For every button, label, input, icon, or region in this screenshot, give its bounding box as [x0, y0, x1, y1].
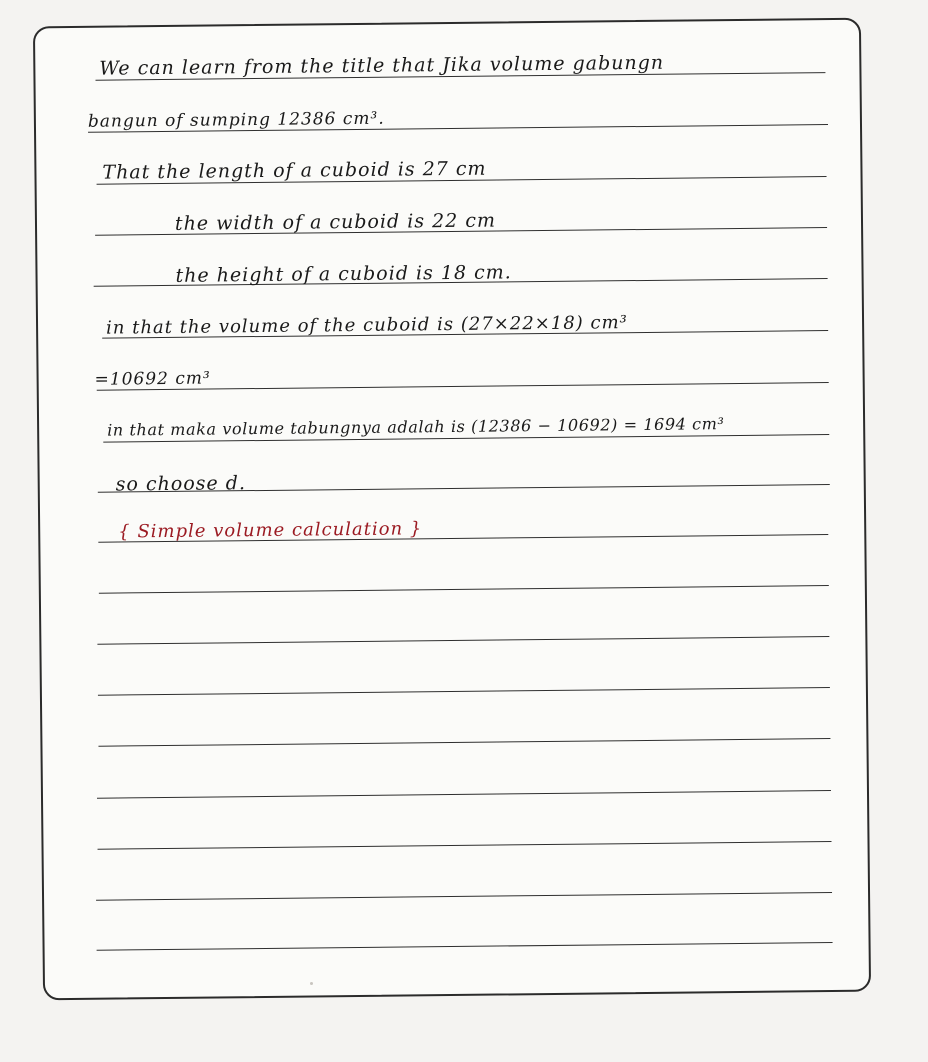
note-line-8: in that maka volume tabungnya adalah is (12386 − 10692) = 1694 cm³: [107, 414, 725, 440]
ruled-line: [97, 636, 829, 645]
ruled-line: [98, 738, 830, 747]
ruled-line: [96, 892, 832, 901]
note-line-4: the width of a cuboid is 22 cm: [174, 209, 497, 235]
paper-speck: [310, 982, 313, 985]
notebook-page: [33, 18, 871, 1001]
note-line-6: in that the volume of the cuboid is (27×22×18) cm³: [105, 312, 628, 339]
ruled-line: [97, 790, 831, 799]
note-line-3: That the length of a cuboid is 27 cm: [102, 157, 487, 184]
note-line-5: the height of a cuboid is 18 cm.: [175, 261, 512, 287]
note-line-1: We can learn from the title that Jika volume gabungn: [99, 51, 665, 80]
ruled-line: [99, 585, 829, 594]
note-line-7: =10692 cm³: [94, 368, 211, 390]
ruled-line: [98, 687, 830, 696]
note-line-10: { Simple volume calculation }: [118, 518, 423, 543]
ruled-line: [97, 942, 833, 951]
ruled-line: [98, 841, 832, 850]
note-line-9: so choose d.: [115, 472, 247, 496]
note-line-2: bangun of sumping 12386 cm³.: [87, 108, 385, 132]
